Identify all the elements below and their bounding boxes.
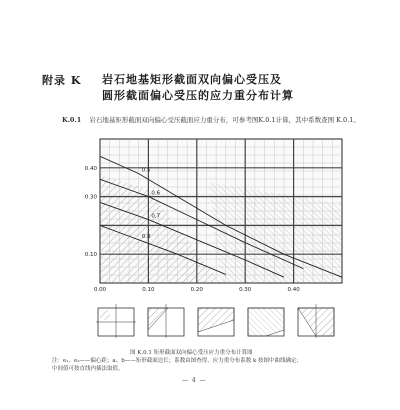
y-tick-label: 0.40 [84, 165, 97, 172]
x-tick-label: 0.30 [239, 287, 252, 293]
plot-area [85, 139, 342, 293]
appendix-title-line-2: 圆形截面偏心受压的应力重分布计算 [102, 89, 294, 102]
section-diagram-4 [248, 308, 284, 336]
y-tick-label: 0.30 [84, 194, 97, 201]
note-line-1: 注：e₁、e₂——偏心距；a、b——矩形截面边长；系数由图查得，应力重分布系数 k 按图中曲线确定； [52, 358, 303, 364]
clause-number: K.0.1 [62, 116, 82, 124]
x-tick-label: 0.40 [287, 287, 300, 293]
figure-notes [52, 357, 352, 373]
figure-caption: 图 K.0.1 矩形截面双向偏心受压应力重分布计算图 [130, 350, 253, 356]
x-tick-label: 0.10 [142, 287, 155, 293]
contour-label: 0.5 [141, 167, 151, 174]
appendix-title-line-1: 岩石地基矩形截面双向偏心受压及 [102, 73, 282, 86]
x-tick-label: 0.20 [190, 287, 203, 293]
section-diagrams-canvas [96, 300, 336, 340]
contour-label: 0.6 [151, 190, 161, 197]
contour-label: 0.8 [141, 233, 151, 240]
appendix-title [102, 72, 294, 104]
section-diagram-1 [96, 304, 136, 338]
contour-label: 0.7 [151, 213, 161, 220]
section-diagrams [96, 300, 336, 340]
y-tick-label: 0.10 [84, 252, 97, 259]
section-diagram-3 [198, 308, 234, 336]
clause-text: 岩石地基矩形截面双向偏心受压截面应力重分布，可参考图K.0.1计算，其中系数查图 K.0.1。 [89, 116, 360, 124]
page-number: — 4 — [182, 377, 207, 384]
section-diagram-5 [298, 304, 334, 338]
note-line-2: 中间值可按直线内插法取值。 [52, 366, 124, 372]
clause-paragraph [62, 115, 362, 125]
section-diagram-2 [148, 304, 184, 338]
x-tick-label: 0.00 [93, 287, 107, 293]
appendix-label: 附录 K [42, 74, 82, 87]
stress-redistribution-chart [70, 133, 350, 305]
chart-canvas [70, 133, 350, 305]
